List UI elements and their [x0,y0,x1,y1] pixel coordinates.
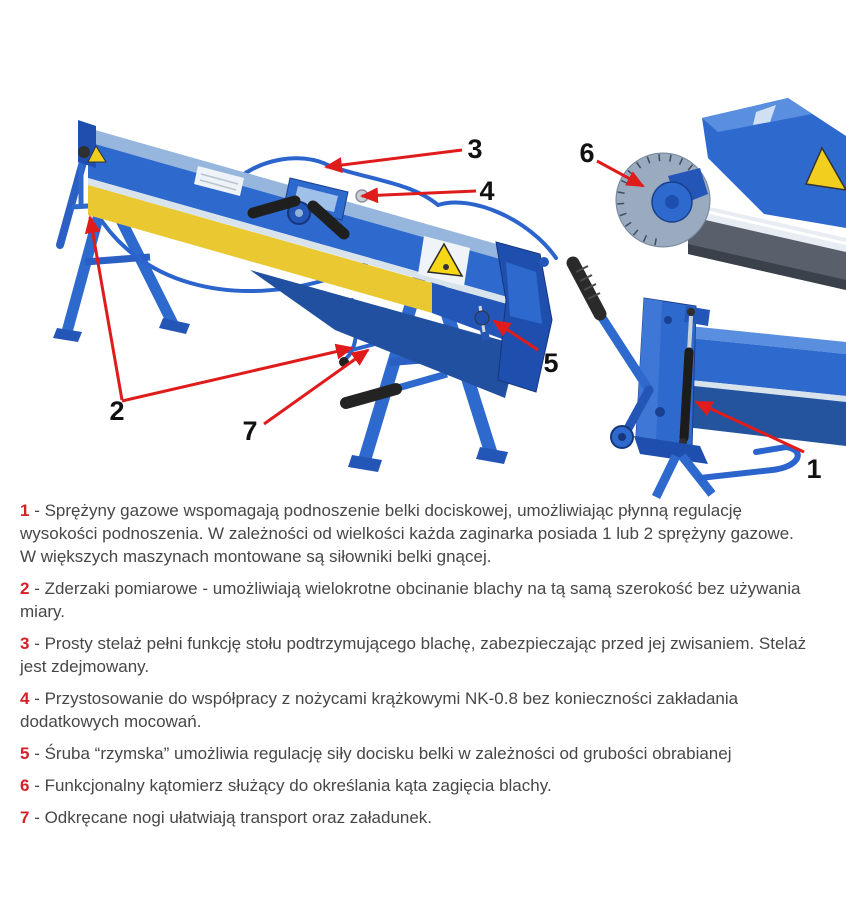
callout-arrow-7 [264,350,368,424]
legend-separator: - [29,501,45,520]
legend-number: 1 [20,501,30,520]
legend-text: Zderzaki pomiarowe - umożliwiają wielokrotne obcinanie blachy na tą samą szerokość bez używania miary. [20,579,801,621]
legend-text: Odkręcane nogi ułatwiają transport oraz załadunek. [44,808,433,827]
legend-number: 3 [20,634,30,653]
legend-item-5 [20,742,808,765]
callout-arrow-2b [122,348,352,401]
legend-item-3 [20,632,808,678]
callout-label-5: 5 [543,348,559,378]
legend-text: Przystosowanie do współpracy z nożycami krążkowymi NK-0.8 bez konieczności zakładania dodatkowych mocowań. [20,689,739,731]
callout-label-2: 2 [109,396,125,426]
legend-separator: - [29,776,45,795]
legend-item-1 [20,499,808,568]
legend-item-2 [20,577,808,623]
legend-item-7 [20,806,808,829]
callout-label-1: 1 [806,454,822,484]
main-machine-photo [53,120,559,472]
legend-number: 7 [20,808,30,827]
callout-label-3: 3 [467,134,483,164]
legend-text: Funkcjonalny kątomierz służący do określania kąta zagięcia blachy. [44,776,552,795]
legend-number: 5 [20,744,30,763]
callout-label-4: 4 [479,176,495,206]
legend-separator: - [29,689,45,708]
legend-text: Śruba “rzymska” umożliwia regulację siły docisku belki w zależności od grubości obrabianej [44,744,732,763]
legend-text: Sprężyny gazowe wspomagają podnoszenie belki dociskowej, umożliwiając płynną regulację wysokości podnoszenia. W zależności od wielkości każda zaginarka posiada 1 lub 2 sprężyny gazowe. W większych maszynach montowane są siłowniki belki gnącej. [20,501,794,566]
legend-separator: - [29,634,45,653]
protractor-detail-photo [616,98,846,290]
callout-label-6: 6 [579,138,595,168]
legend-separator: - [29,808,45,827]
legend-separator: - [29,579,45,598]
legend [20,499,808,838]
callout-arrow-2a [90,217,122,400]
legend-item-6 [20,774,808,797]
legend-separator: - [29,744,45,763]
lever-detail-photo [573,263,846,497]
legend-text: Prosty stelaż pełni funkcję stołu podtrzymującego blachę, zabezpieczając przed jej zwisaniem. Stelaż jest zdejmowany. [20,634,807,676]
legend-number: 2 [20,579,30,598]
legend-item-4 [20,687,808,733]
callout-arrow-3 [326,150,462,167]
callout-label-7: 7 [242,416,258,446]
legend-number: 4 [20,689,30,708]
legend-number: 6 [20,776,30,795]
lever-handle [573,263,649,448]
